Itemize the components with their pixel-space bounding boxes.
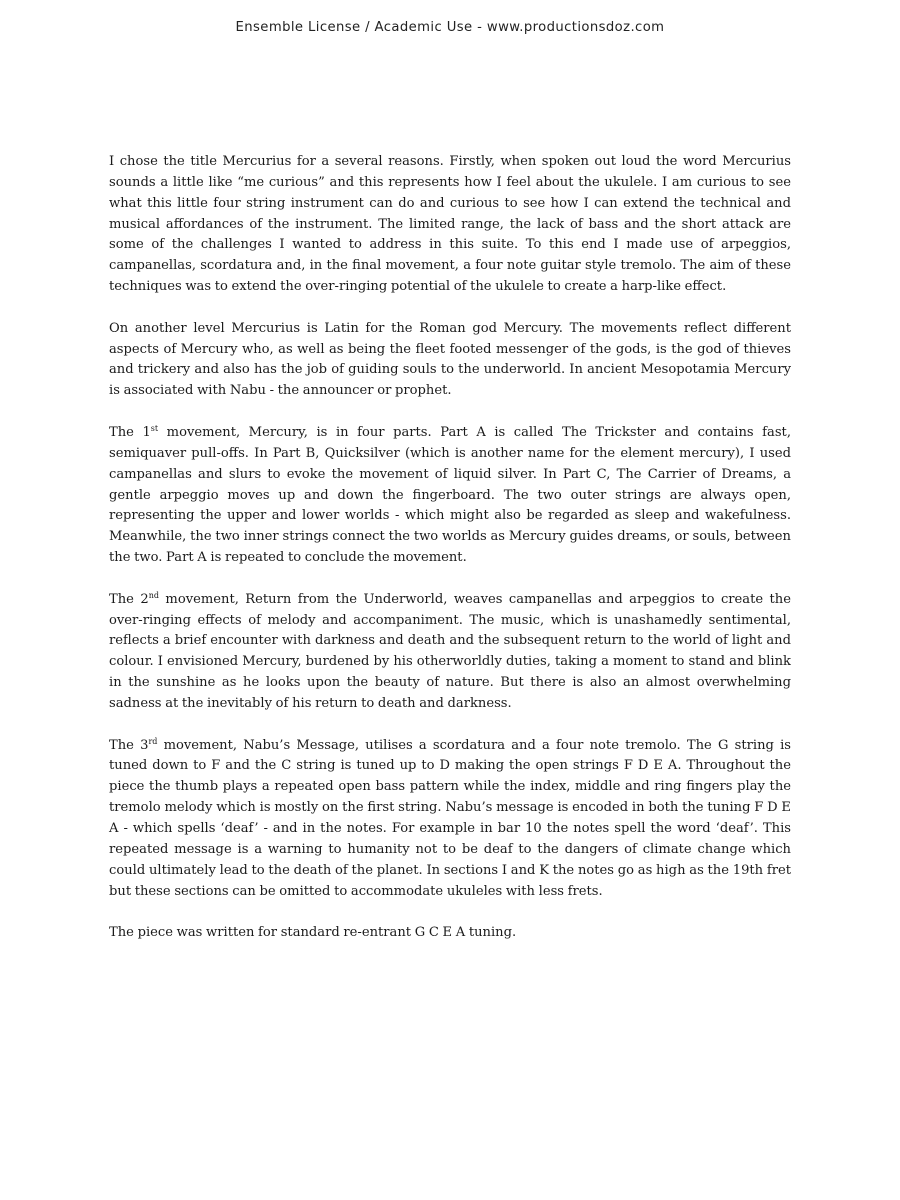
ordinal-suffix-st: st: [150, 423, 159, 433]
ordinal-suffix-rd: rd: [148, 736, 158, 746]
paragraph-first-movement-rest: movement, Mercury, is in four parts. Part A is called The Trickster and contains fast, semiquaver pull-offs. In Part B, Quicksilver (which is another name for the element mercury), I used campanellas and slurs to evoke the movement of liquid silver. In Part C, The Carrier of Dreams, a gentle arpeggio moves up and down the fingerboard. The two outer strings are always open, representing the upper and lower worlds - which might also be regarded as sleep and wakefulness. Meanwhile, the two inner strings connect the two worlds as Mercury guides dreams, or souls, between the two. Part A is repeated to conclude the movement.: [109, 424, 791, 566]
paragraph-second-movement-start: The 2: [109, 591, 149, 607]
paragraph-third-movement: [109, 736, 791, 903]
program-notes: [109, 152, 791, 965]
license-header: Ensemble License / Academic Use - www.productionsdoz.com: [235, 20, 665, 35]
paragraph-second-movement-rest: movement, Return from the Underworld, weaves campanellas and arpeggios to create the over-ringing effects of melody and accompaniment. The music, which is unashamedly sentimental, reflects a brief encounter with darkness and death and the subsequent return to the world of light and colour. I envisioned Mercury, burdened by his otherworldly duties, taking a moment to stand and blink in the sunshine as he looks upon the beauty of nature. But there is also an almost overwhelming sadness at the inevitably of his return to death and darkness.: [109, 591, 791, 711]
paragraph-first-movement-start: The 1: [109, 424, 151, 440]
paragraph-mercury-god: On another level Mercurius is Latin for the Roman god Mercury. The movements reflect different aspects of Mercury who, as well as being the fleet footed messenger of the gods, is the god of thieves and trickery and also has the job of guiding souls to the underworld. In ancient Mesopotamia Mercury is associated with Nabu - the announcer or prophet.: [109, 320, 791, 399]
paragraph-title-reasons: I chose the title Mercurius for a several reasons. Firstly, when spoken out loud the word Mercurius sounds a little like “me curious” and this represents how I feel about the ukulele. I am curious to see what this little four string instrument can do and curious to see how I can extend the technical and musical affordances of the instrument. The limited range, the lack of bass and the short attack are some of the challenges I wanted to address in this suite. To this end I made use of arpeggios, campanellas, scordatura and, in the final movement, a four note guitar style tremolo. The aim of these techniques was to extend the over-ringing potential of the ukulele to create a harp-like effect.: [109, 154, 791, 295]
paragraph-tuning-note: The piece was written for standard re-entrant G C E A tuning.: [109, 925, 517, 941]
paragraph-first-movement: [109, 423, 791, 569]
paragraph-third-movement-start: The 3: [109, 737, 149, 753]
ordinal-suffix-nd: nd: [148, 590, 159, 600]
paragraph-third-movement-rest: movement, Nabu’s Message, utilises a scordatura and a four note tremolo. The G string is tuned down to F and the C string is tuned up to D making the open strings F D E A. Throughout the piece the thumb plays a repeated open bass pattern while the index, middle and ring fingers play the tremolo melody which is mostly on the first string. Nabu’s message is encoded in both the tuning F D E A - which spells ‘deaf’ - and in the notes. For example in bar 10 the notes spell the word ‘deaf’. This repeated message is a warning to humanity not to be deaf to the dangers of climate change which could ultimately lead to the death of the planet. In sections I and K the notes go as high as the 19th fret but these sections can be omitted to accommodate ukuleles with less frets.: [109, 737, 791, 899]
paragraph-second-movement: [109, 590, 791, 715]
